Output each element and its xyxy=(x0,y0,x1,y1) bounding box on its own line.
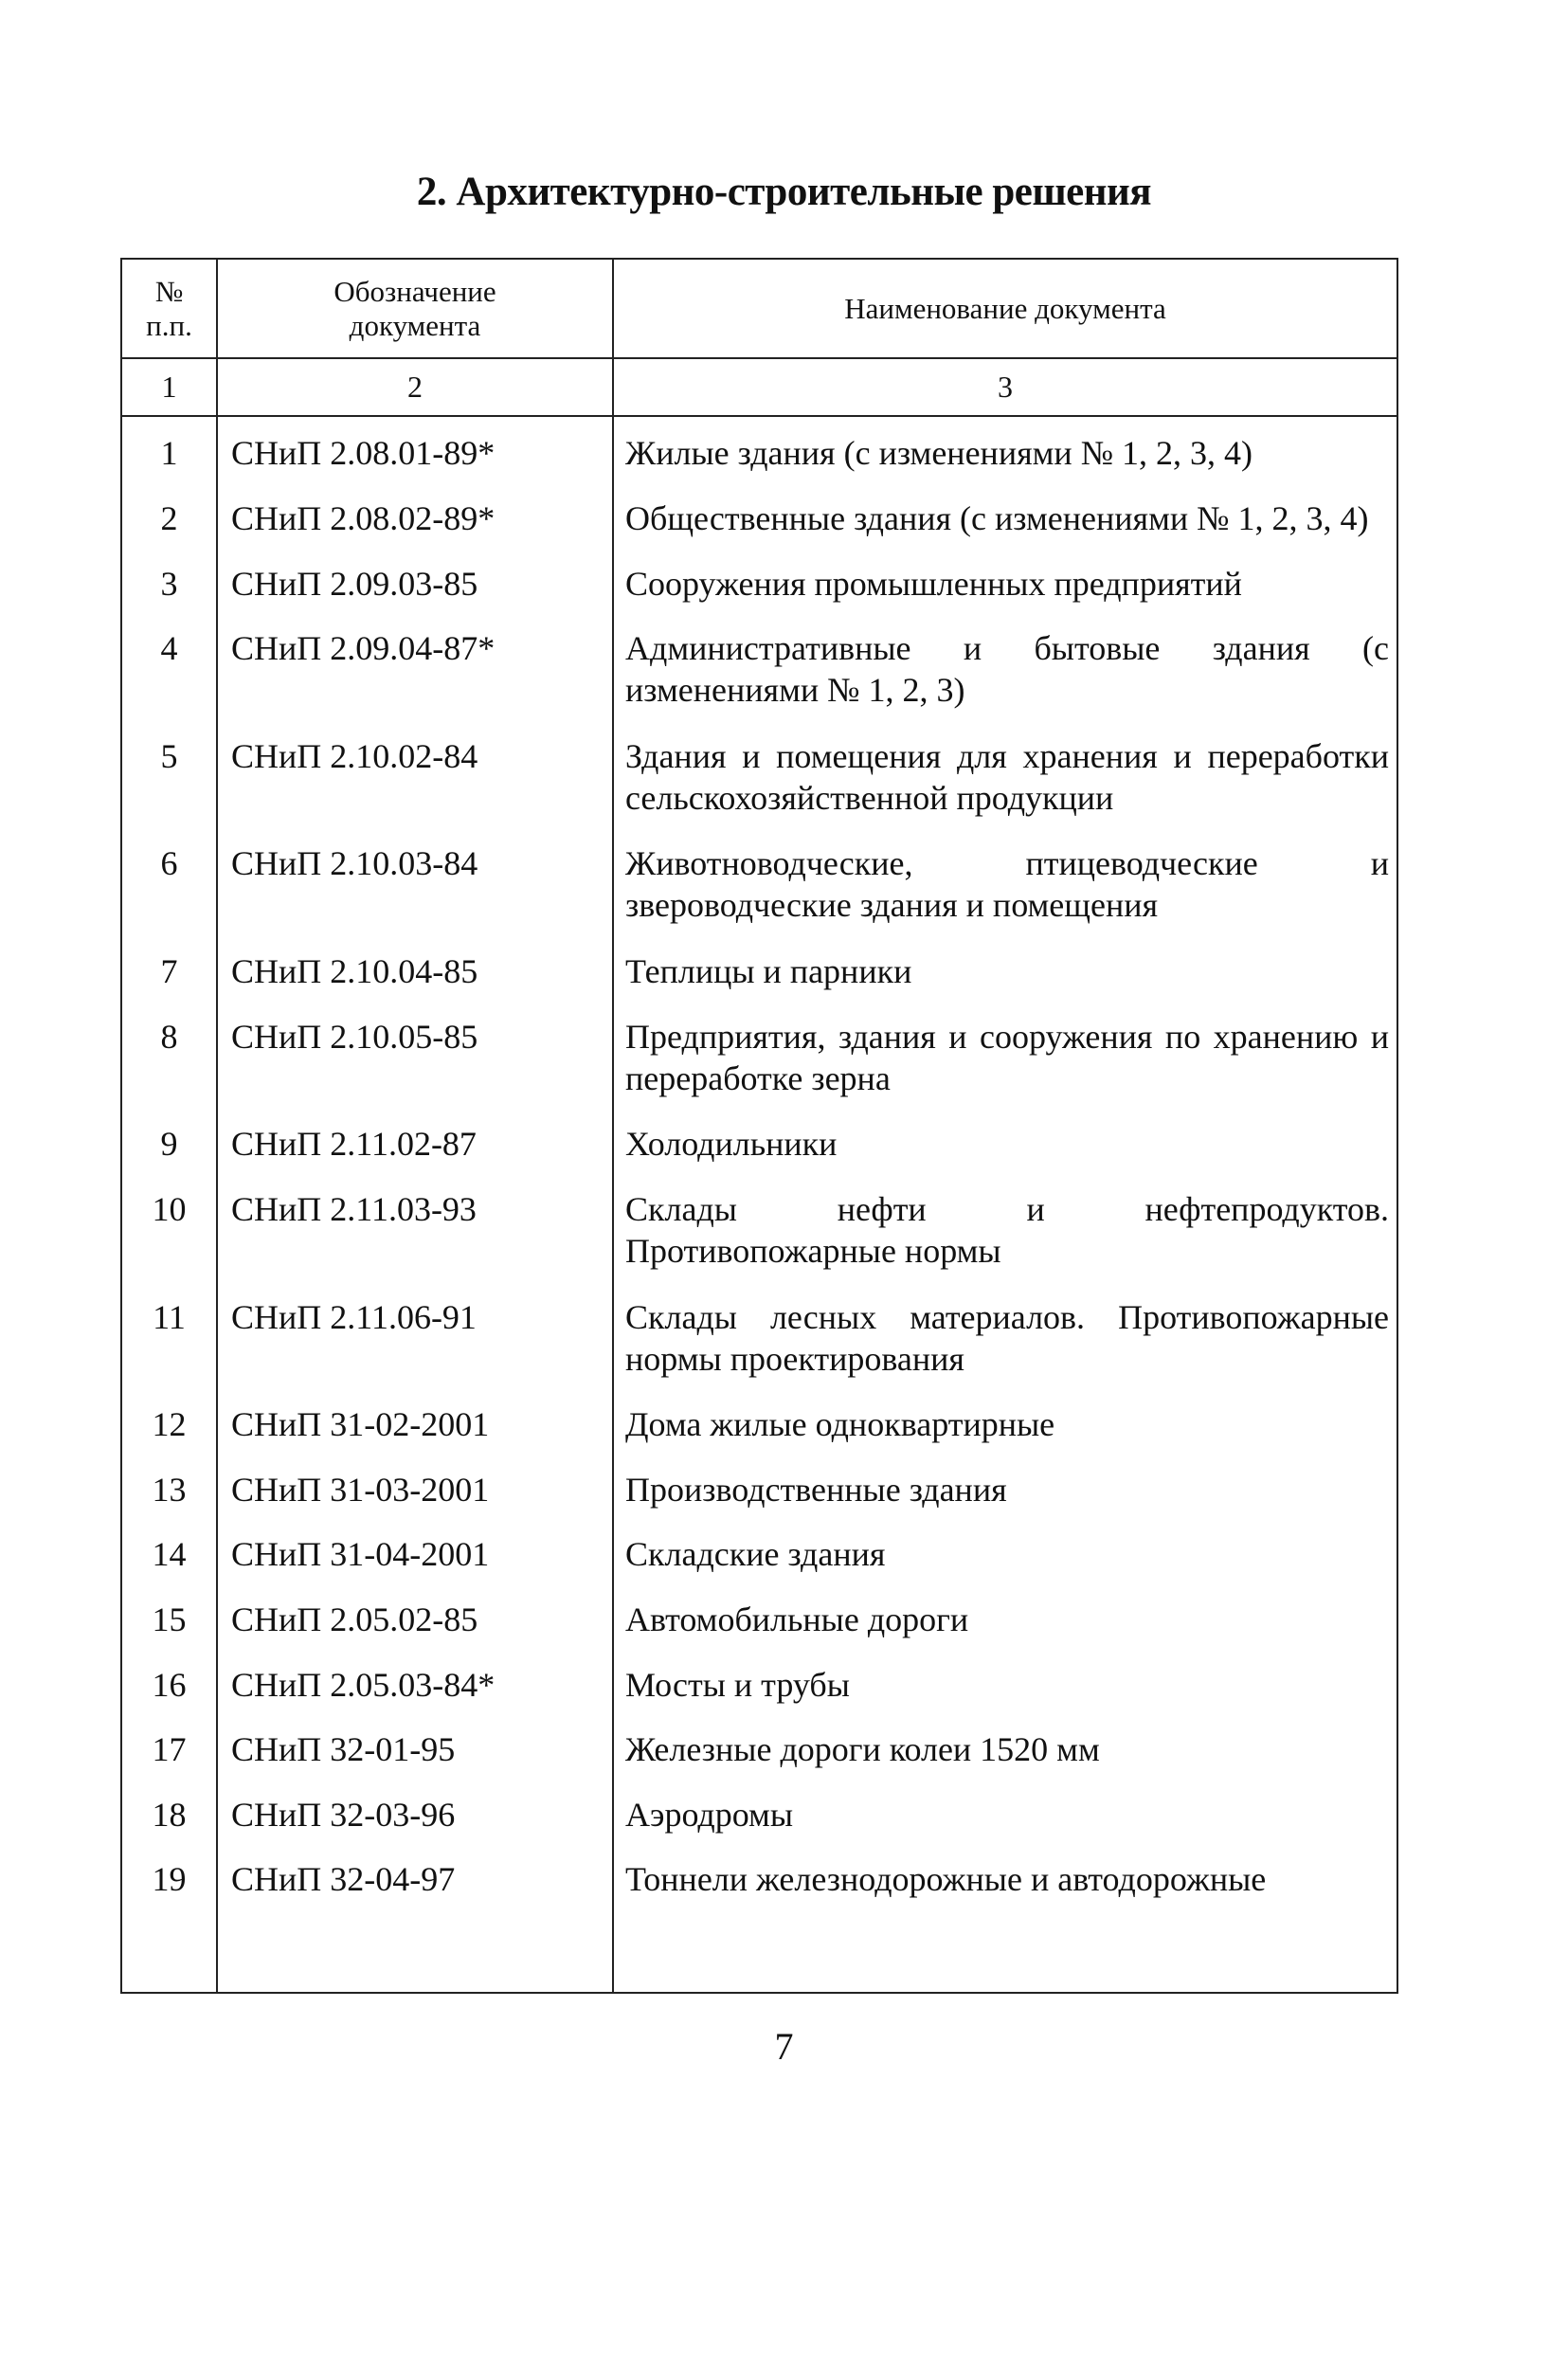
document-name: Жилые здания (с изменениями № 1, 2, 3, 4) xyxy=(613,416,1397,482)
document-code: СНиП 31-02-2001 xyxy=(217,1388,613,1454)
table-row xyxy=(121,1388,1397,1454)
column-number: 3 xyxy=(613,358,1397,416)
page-number: 7 xyxy=(774,2025,794,2068)
table-body xyxy=(121,416,1397,1993)
header-num: № п.п. xyxy=(121,259,217,358)
document-code: СНиП 2.10.04-85 xyxy=(217,935,613,1001)
table-row xyxy=(121,1649,1397,1714)
document-code: СНиП 32-04-97 xyxy=(217,1843,613,1908)
table-row xyxy=(121,416,1397,482)
row-number: 9 xyxy=(121,1108,217,1173)
row-number: 2 xyxy=(121,482,217,548)
table-filler-row xyxy=(121,1908,1397,1993)
document-name: Сооружения промышленных предприятий xyxy=(613,548,1397,613)
row-number: 12 xyxy=(121,1388,217,1454)
table-row xyxy=(121,482,1397,548)
table-row xyxy=(121,1454,1397,1519)
table-row xyxy=(121,935,1397,1001)
document-name: Животноводческие, птицеводческие и звероводческие здания и помещения xyxy=(613,827,1397,935)
row-number: 16 xyxy=(121,1649,217,1714)
table-row xyxy=(121,1779,1397,1844)
document-name: Мосты и трубы xyxy=(613,1649,1397,1714)
header-name: Наименование документа xyxy=(613,259,1397,358)
row-number: 10 xyxy=(121,1173,217,1281)
page-title: 2. Архитектурно-строительные решения xyxy=(416,170,1152,214)
table-row xyxy=(121,1001,1397,1109)
document-code: СНиП 2.10.03-84 xyxy=(217,827,613,935)
document-code: СНиП 2.11.06-91 xyxy=(217,1281,613,1389)
document-code: СНиП 2.11.03-93 xyxy=(217,1173,613,1281)
document-name: Автомобильные дороги xyxy=(613,1583,1397,1649)
document-name: Производственные здания xyxy=(613,1454,1397,1519)
document-code: СНиП 2.10.02-84 xyxy=(217,720,613,828)
table-row xyxy=(121,1518,1397,1583)
row-number: 5 xyxy=(121,720,217,828)
document-code: СНиП 2.11.02-87 xyxy=(217,1108,613,1173)
document-name: Тоннели железнодорожные и автодорожные xyxy=(613,1843,1397,1908)
document-name: Аэродромы xyxy=(613,1779,1397,1844)
row-number: 8 xyxy=(121,1001,217,1109)
document-name: Склады нефти и нефтепродуктов. Противопожарные нормы xyxy=(613,1173,1397,1281)
table-row xyxy=(121,1843,1397,1908)
document-name: Общественные здания (с изменениями № 1, 2, 3, 4) xyxy=(613,482,1397,548)
document-name: Предприятия, здания и сооружения по хранению и переработке зерна xyxy=(613,1001,1397,1109)
document-code: СНиП 2.05.02-85 xyxy=(217,1583,613,1649)
table-row xyxy=(121,827,1397,935)
column-numbers-row xyxy=(121,358,1397,416)
row-number: 13 xyxy=(121,1454,217,1519)
document-name: Теплицы и парники xyxy=(613,935,1397,1001)
row-number: 17 xyxy=(121,1713,217,1779)
table-row xyxy=(121,1173,1397,1281)
column-number: 1 xyxy=(121,358,217,416)
row-number: 18 xyxy=(121,1779,217,1844)
row-number: 4 xyxy=(121,612,217,720)
row-number: 19 xyxy=(121,1843,217,1908)
document-name: Железные дороги колеи 1520 мм xyxy=(613,1713,1397,1779)
table-header xyxy=(121,259,1397,358)
document-name: Холодильники xyxy=(613,1108,1397,1173)
table-row xyxy=(121,1281,1397,1389)
row-number: 7 xyxy=(121,935,217,1001)
document-name: Складские здания xyxy=(613,1518,1397,1583)
table-row xyxy=(121,1583,1397,1649)
document-code: СНиП 2.08.02-89* xyxy=(217,482,613,548)
row-number: 14 xyxy=(121,1518,217,1583)
row-number: 15 xyxy=(121,1583,217,1649)
document-name: Склады лесных материалов. Противопожарные нормы проектирования xyxy=(613,1281,1397,1389)
header-code: Обозначение документа xyxy=(217,259,613,358)
row-number: 6 xyxy=(121,827,217,935)
document-name: Здания и помещения для хранения и переработки сельскохозяйственной продукции xyxy=(613,720,1397,828)
document-code: СНиП 2.05.03-84* xyxy=(217,1649,613,1714)
table-row xyxy=(121,720,1397,828)
document-code: СНиП 2.09.03-85 xyxy=(217,548,613,613)
document-code: СНиП 32-03-96 xyxy=(217,1779,613,1844)
table-row xyxy=(121,1108,1397,1173)
row-number: 1 xyxy=(121,416,217,482)
table-row xyxy=(121,548,1397,613)
document-code: СНиП 31-03-2001 xyxy=(217,1454,613,1519)
document-code: СНиП 31-04-2001 xyxy=(217,1518,613,1583)
document-code: СНиП 2.08.01-89* xyxy=(217,416,613,482)
documents-table xyxy=(120,258,1398,1994)
column-number: 2 xyxy=(217,358,613,416)
document-name: Дома жилые одноквартирные xyxy=(613,1388,1397,1454)
document-code: СНиП 2.09.04-87* xyxy=(217,612,613,720)
row-number: 3 xyxy=(121,548,217,613)
table-row xyxy=(121,1713,1397,1779)
document-code: СНиП 32-01-95 xyxy=(217,1713,613,1779)
document-code: СНиП 2.10.05-85 xyxy=(217,1001,613,1109)
table-row xyxy=(121,612,1397,720)
document-name: Административные и бытовые здания (с изменениями № 1, 2, 3) xyxy=(613,612,1397,720)
row-number: 11 xyxy=(121,1281,217,1389)
